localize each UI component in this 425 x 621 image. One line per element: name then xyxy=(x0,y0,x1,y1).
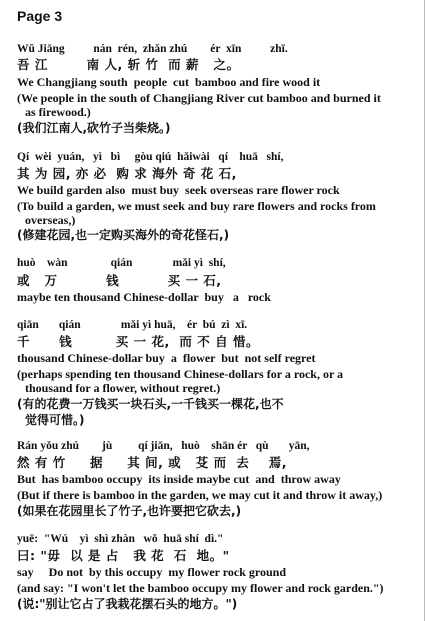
chinese-line: 或 万 钱 买 一 石, xyxy=(17,273,222,288)
chinese-translation-line: (说:"别让它占了我栽花摆石头的地方。") xyxy=(17,597,238,611)
english-translation-line: (We people in the south of Changjiang River cut bamboo and burned it xyxy=(17,91,381,105)
english-gloss-line: We Changjiang south people cut bamboo and fire wood it xyxy=(17,75,321,89)
chinese-line: 吾 江 南 人, 斩 竹 而 薪 之。 xyxy=(17,57,240,72)
english-gloss-line: thousand Chinese-dollar buy a flower but not self regret xyxy=(17,351,316,365)
english-gloss-line: But has bamboo occupy its inside maybe cut and throw away xyxy=(17,472,341,486)
english-gloss-line: say Do not by this occupy my flower rock ground xyxy=(17,565,287,579)
english-translation-line: overseas,) xyxy=(25,213,76,227)
chinese-translation-line: (我们江南人,砍竹子当柴烧。) xyxy=(17,121,171,135)
english-translation-line: (perhaps spending ten thousand Chinese-dollars for a rock, or a xyxy=(17,367,344,381)
english-translation-line: (To build a garden, we must seek and buy rare flowers and rocks from xyxy=(17,199,376,213)
chinese-line: 然 有 竹 据 其 间, 或 芟 而 去 焉, xyxy=(17,455,287,470)
english-gloss-line: maybe ten thousand Chinese-dollar buy a rock xyxy=(17,290,271,304)
chinese-line: 千 钱 买 一 花, 而 不 自 惜。 xyxy=(17,334,259,349)
english-translation-line: (and say: "I won't let the bamboo occupy my flower and rock garden.") xyxy=(17,581,384,595)
pinyin-line: yuē: "Wú yì shì zhàn wǒ huā shí dì." xyxy=(17,533,224,545)
english-translation-line: thousand for a flower, without regret.) xyxy=(25,381,221,395)
chinese-translation-line: (如果在花园里长了竹子,也许要把它砍去,) xyxy=(17,504,242,518)
english-gloss-line: We build garden also must buy seek overseas rare flower rock xyxy=(17,183,340,197)
page-number: Page 3 xyxy=(17,8,63,24)
chinese-line: 其 为 园, 亦 必 购 求 海外 奇 花 石, xyxy=(17,166,237,181)
english-translation-line: as firewood.) xyxy=(25,105,91,119)
chinese-translation-line: (修建花园,也一定购买海外的奇花怪石,) xyxy=(17,228,230,242)
chinese-translation-line: 觉得可惜。) xyxy=(25,413,85,427)
pinyin-line: Rán yǒu zhú jù qí jiān, huò shān ér qù yān, xyxy=(17,440,310,452)
english-translation-line: (But if there is bamboo in the garden, we may cut it and throw it away,) xyxy=(17,488,383,502)
pinyin-line: qiān qián mǎi yì huā, ér bú zì xī. xyxy=(17,319,248,331)
pinyin-line: Qí wèi yuán, yì bì gòu qiú hǎiwài qí huā shí, xyxy=(17,151,284,163)
pinyin-line: huò wàn qián mǎi yì shí, xyxy=(17,257,226,269)
pinyin-line: Wŭ Jiāng nán rén, zhǎn zhú ér xīn zhī. xyxy=(17,43,288,55)
chinese-line: 曰: "毋 以 是 占 我 花 石 地。" xyxy=(17,548,230,563)
chinese-translation-line: (有的花费一万钱买一块石头,一千钱买一棵花,也不 xyxy=(17,397,284,411)
